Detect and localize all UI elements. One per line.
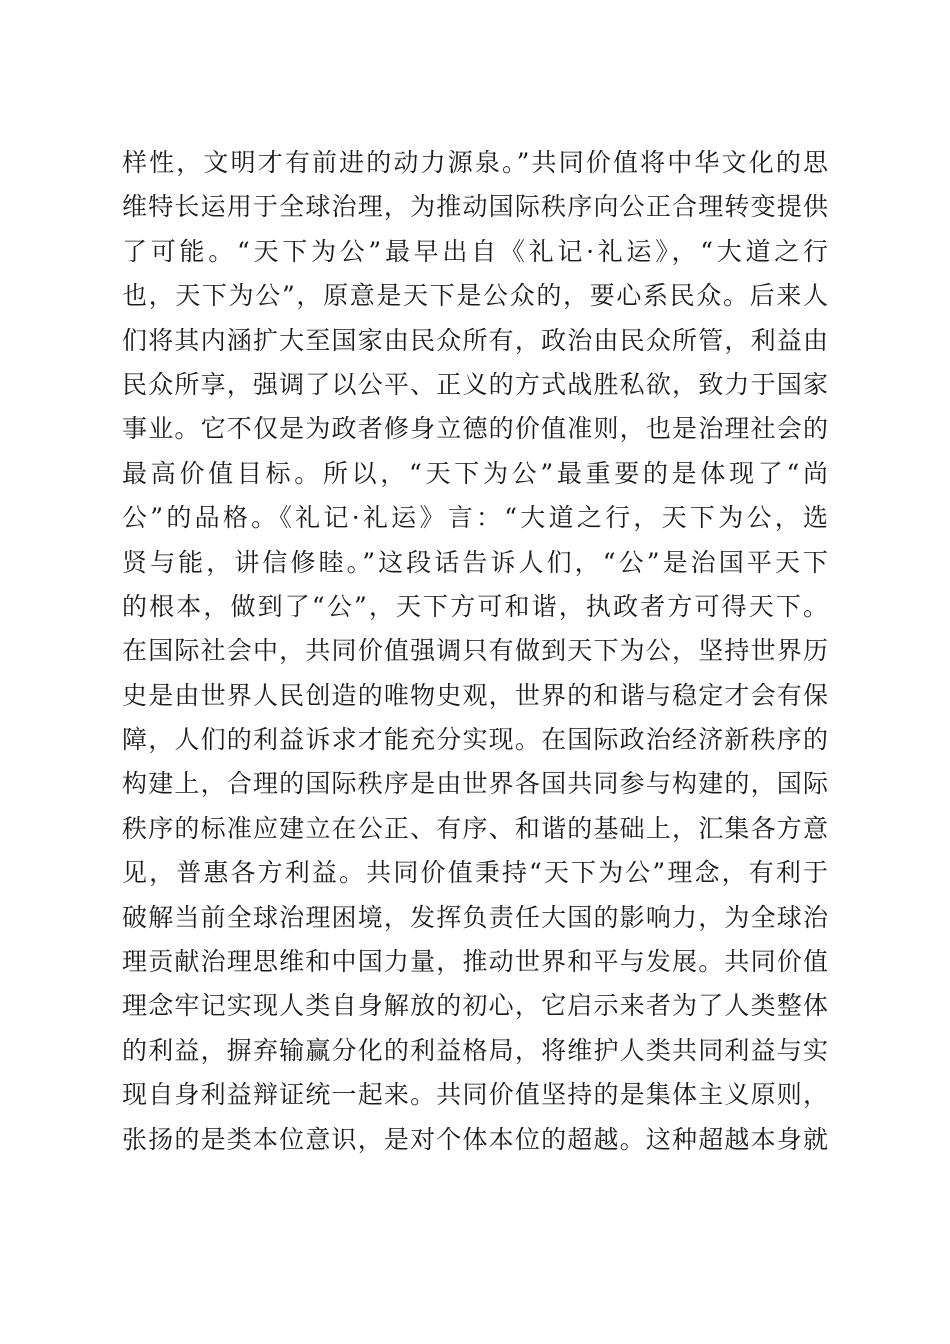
text-line-14: 障，人们的利益诉求才能充分实现。在国际政治经济新秩序的 — [122, 725, 828, 755]
text-line-18: 破解当前全球治理困境，发挥负责任大国的影响力，为全球治 — [122, 902, 828, 932]
text-line-21: 的利益，摒弃输赢分化的利益格局，将维护人类共同利益与实 — [122, 1035, 828, 1065]
text-line-11: 的根本，做到了“公”，天下方可和谐，执政者方可得天下。 — [122, 591, 828, 621]
text-line-23: 张扬的是类本位意识，是对个体本位的超越。这种超越本身就 — [122, 1124, 828, 1154]
text-line-8: 最高价值目标。所以，“天下为公”最重要的是体现了“尚 — [122, 458, 828, 488]
text-line-15: 构建上，合理的国际秩序是由世界各国共同参与构建的，国际 — [122, 769, 828, 799]
text-line-20: 理念牢记实现人类自身解放的初心，它启示来者为了人类整体 — [122, 991, 828, 1021]
text-line-17: 见，普惠各方利益。共同价值秉持“天下为公”理念，有利于 — [122, 858, 828, 888]
text-line-12: 在国际社会中，共同价值强调只有做到天下为公，坚持世界历 — [122, 636, 828, 666]
text-line-13: 史是由世界人民创造的唯物史观，世界的和谐与稳定才会有保 — [122, 680, 828, 710]
text-line-3: 了可能。“天下为公”最早出自《礼记·礼运》，“大道之行 — [122, 236, 828, 266]
text-line-7: 事业。它不仅是为政者修身立德的价值准则，也是治理社会的 — [122, 414, 828, 444]
text-line-1: 样性，文明才有前进的动力源泉。”共同价值将中华文化的思 — [122, 148, 828, 177]
text-line-19: 理贡献治理思维和中国力量，推动世界和平与发展。共同价值 — [122, 947, 828, 977]
text-line-2: 维特长运用于全球治理，为推动国际秩序向公正合理转变提供 — [122, 192, 828, 222]
text-line-4: 也，天下为公”，原意是天下是公众的，要心系民众。后来人 — [122, 281, 828, 311]
text-line-9: 公”的品格。《礼记·礼运》言：“大道之行，天下为公，选 — [122, 503, 828, 533]
text-line-10: 贤与能，讲信修睦。”这段话告诉人们，“公”是治国平天下 — [122, 547, 828, 577]
text-line-22: 现自身利益辩证统一起来。共同价值坚持的是集体主义原则， — [122, 1080, 828, 1110]
text-line-16: 秩序的标准应建立在公正、有序、和谐的基础上，汇集各方意 — [122, 813, 828, 843]
text-line-6: 民众所享，强调了以公平、正义的方式战胜私欲，致力于国家 — [122, 369, 828, 399]
body-paragraph — [122, 141, 828, 1162]
text-line-5: 们将其内涵扩大至国家由民众所有，政治由民众所管，利益由 — [122, 325, 828, 355]
